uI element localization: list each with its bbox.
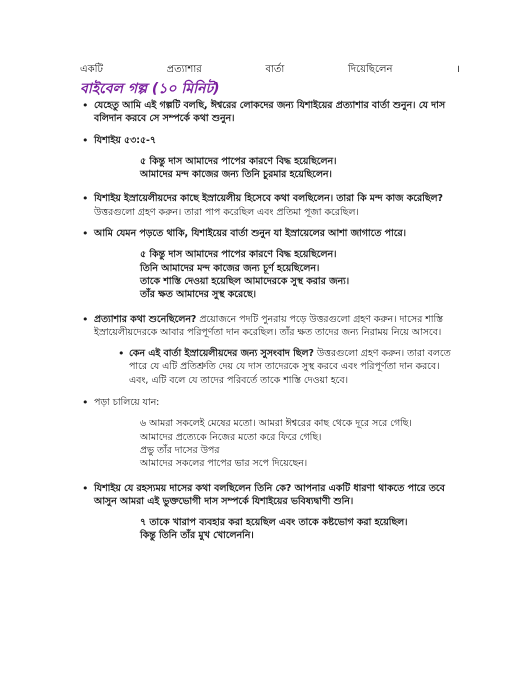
top-word: দিয়েছিলেন bbox=[348, 64, 393, 75]
top-word: বার্তা bbox=[265, 64, 285, 75]
quote-line: আমাদের মন্দ কাজের জন্য তিনি চুরমার হয়েছিলেন। bbox=[140, 169, 332, 181]
top-word: । bbox=[456, 64, 460, 75]
scripture-quote bbox=[82, 155, 454, 182]
quote-line: ৫ কিন্তু দাস আমাদের পাপের কারণে বিদ্ধ হয়েছিলেন। bbox=[140, 249, 337, 261]
bullet-text bbox=[129, 347, 454, 387]
scripture-quote bbox=[82, 248, 454, 301]
bullet-icon: • bbox=[82, 192, 89, 206]
bullet-text: যিশাইয় ৫৩:৫-৭ bbox=[94, 134, 157, 146]
question-text: প্রত্যাশার কথা শুনেছিলেন? bbox=[94, 313, 197, 325]
quote-line: ৬ আমরা সকলেই মেষের মতো। আমরা ঈশ্বরের কাছ থেকে দূরে সরে গেছি। bbox=[140, 418, 412, 430]
quote-line: প্রভু তাঁর দাসের উপর bbox=[140, 444, 220, 456]
sub-bullet-item bbox=[118, 347, 454, 387]
quote-line: তাকে শাস্তি দেওয়া হয়েছিল আমাদেরকে সুস্থ করার জন্য। bbox=[140, 275, 350, 287]
bullet-icon: • bbox=[82, 312, 89, 326]
quote-line: তিনি আমাদের মন্দ কাজের জন্য চূর্ণ হয়েছিলেন। bbox=[140, 262, 320, 274]
bullet-icon: • bbox=[82, 133, 89, 147]
bullet-icon: • bbox=[82, 481, 89, 495]
scripture-quote bbox=[82, 516, 454, 543]
quote-line: ৫ কিন্তু দাস আমাদের পাপের কারণে বিদ্ধ হয়েছিলেন। bbox=[140, 155, 337, 167]
bullet-text bbox=[94, 192, 454, 219]
bullet-item bbox=[82, 396, 454, 409]
question-text: যিশাইয় ইস্রায়েলীয়দের কাছে ইস্রায়েলীয় হিসেবে কথা বলছিলেন। তারা কি মন্দ কাজ করেছিল? bbox=[94, 193, 443, 205]
answer-text: প্রয়োজনে পদটি পুনরায় পড়ে উত্তরগুলো গ্রহণ করুন। দাসের শাস্তি ইস্রায়েলীয়দেরকে আবার পরিপূর্ণতা দান করেছিল। তাঁর ক্ষত তাদের জন্য নিরাময় নিয়ে আসবে। bbox=[94, 313, 443, 338]
quote-line: ৭ তাকে খারাপ ব্যবহার করা হয়েছিল এবং তাকে কষ্টভোগ করা হয়েছিল। bbox=[140, 517, 408, 529]
quote-line: আমাদের প্রত্যেকে নিজের মতো করে ফিরে গেছি। bbox=[140, 431, 322, 443]
bullet-item bbox=[82, 482, 454, 509]
bullet-text: আমি যেমন পড়তে থাকি, যিশাইয়ের বার্তা শুনুন যা ইস্রায়েলের আশা জাগাতে পারে। bbox=[94, 228, 406, 240]
top-word: প্রত্যাশার bbox=[166, 64, 202, 75]
bullet-text bbox=[94, 313, 454, 340]
top-word: একটি bbox=[80, 64, 103, 75]
bullet-icon: • bbox=[82, 396, 89, 410]
bullet-text: যিশাইয় যে রহস্যময় দাসের কথা বলছিলেন তিনি কে? আপনার একটি ধারণা থাকতে পারে তবে আসুন আমরা এই ভুক্তভোগী দাস সম্পর্কে যিশাইয়ের ভবিষ্যদ্বাণী শুনি। bbox=[94, 482, 445, 507]
quote-line: আমাদের সকলের পাপের ভার সপে দিয়েছেন। bbox=[140, 458, 308, 470]
answer-text: উত্তরগুলো গ্রহণ করুন। তারা বলতে পারে যে এটি প্রতিশ্রুতি দেয় যে দাস তাদেরকে সুস্থ করবে এবং পরিপূর্ণতা দান করবে। এবং, এটি বলে যে তাদের পরিবর্তে তাকে শাস্তি দেওয়া হবে। bbox=[129, 348, 451, 386]
top-line bbox=[80, 63, 460, 77]
bullet-text: পড়া চালিয়ে যান: bbox=[94, 397, 160, 409]
bullet-item bbox=[82, 313, 454, 340]
content bbox=[82, 99, 454, 554]
quote-line: তাঁর ক্ষত আমাদের সুস্থ করেছে। bbox=[140, 289, 256, 301]
bullet-icon: • bbox=[82, 227, 89, 241]
bullet-item bbox=[82, 192, 454, 219]
bullet-icon: • bbox=[118, 347, 125, 361]
bullet-item bbox=[82, 134, 454, 147]
section-heading: বাইবেল গল্প (১০ মিনিট) bbox=[80, 81, 220, 97]
bullet-item bbox=[82, 99, 454, 126]
answer-text: উত্তরগুলো গ্রহণ করুন। তারা পাপ করেছিল এবং প্রতিমা পূজা করেছিল। bbox=[94, 206, 359, 218]
bullet-item bbox=[82, 227, 454, 240]
scripture-quote bbox=[82, 417, 454, 470]
bullet-text: যেহেতু আমি এই গল্পটি বলছি, ঈশ্বরের লোকদের জন্য যিশাইয়ের প্রত্যাশার বার্তা শুনুন। যে দাস বলিদান করবে সে সম্পর্কে কথা শুনুন। bbox=[94, 100, 446, 125]
quote-line: কিন্তু তিনি তাঁর মুখ খোলেননি। bbox=[140, 530, 254, 542]
bullet-icon: • bbox=[82, 99, 89, 112]
question-text: কেন এই বার্তা ইস্রায়েলীয়দের জন্য সুসংবাদ ছিল? bbox=[129, 348, 314, 360]
